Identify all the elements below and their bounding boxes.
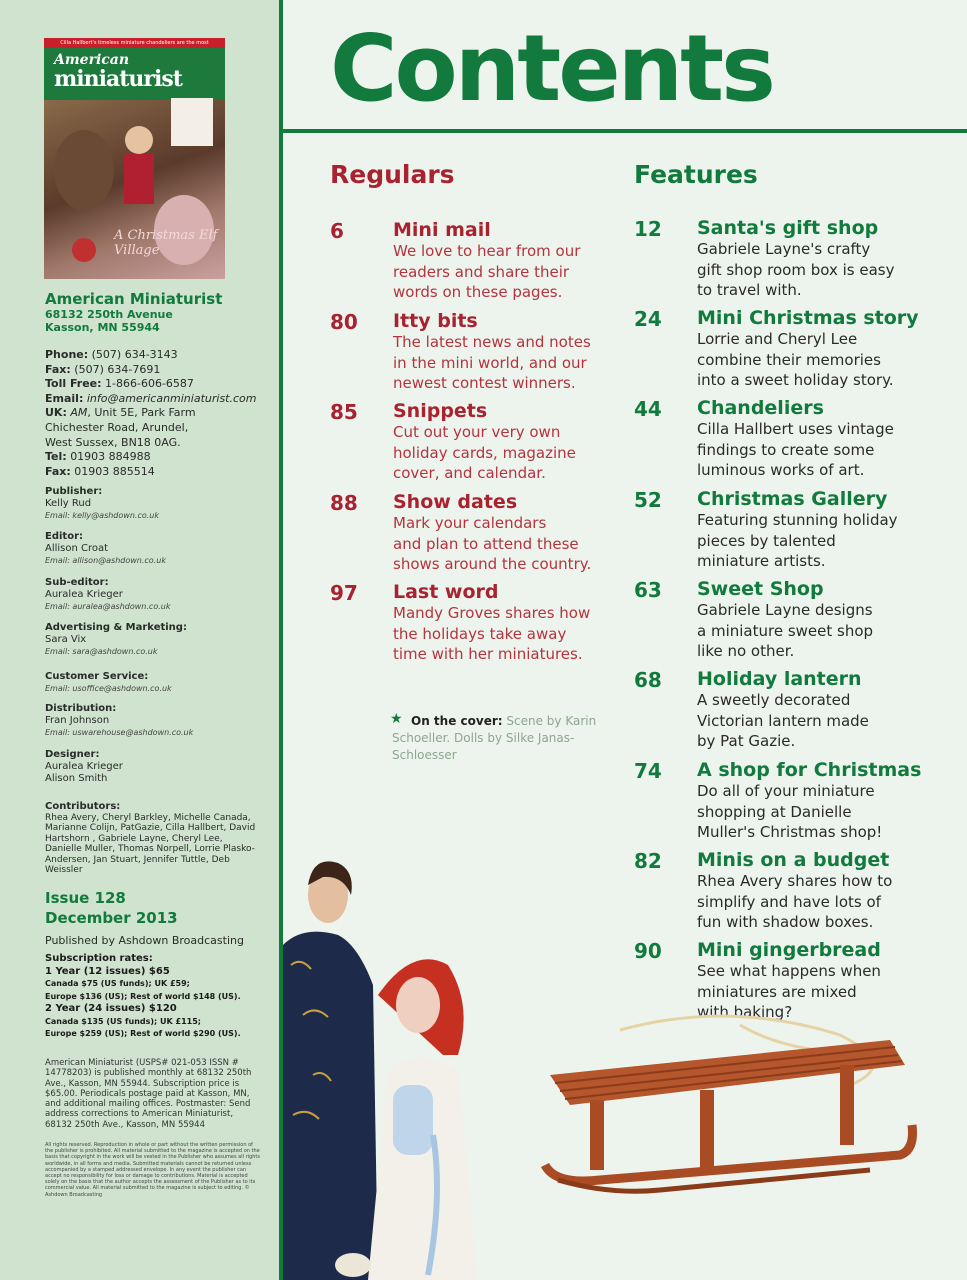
entry-page-number: 63 <box>634 578 662 602</box>
entry-page-number: 24 <box>634 307 662 331</box>
desc-line: Do all of your miniature <box>697 782 875 800</box>
desc-line: shows around the country. <box>393 555 592 574</box>
desc-line: gift shop room box is easy <box>697 260 895 279</box>
tel-value: 01903 884988 <box>70 450 151 464</box>
staff-role: Advertising & Marketing: <box>45 622 187 633</box>
staff-role: Distribution: <box>45 703 117 714</box>
tollfree-label: Toll Free: <box>45 377 102 391</box>
email-label: Email: <box>45 391 84 405</box>
ukfax-value: 01903 885514 <box>74 464 155 478</box>
entry-title: Minis on a budget <box>697 849 890 871</box>
uk-address2: Chichester Road, Arundel, <box>45 420 189 434</box>
desc-line: Rhea Avery shares how to <box>697 872 893 890</box>
staff-name: Auralea Krieger <box>45 589 123 600</box>
staff-customer-service <box>45 671 265 695</box>
entry-page-number: 82 <box>634 849 662 873</box>
entry-title: Show dates <box>393 491 518 513</box>
entry-title: Snippets <box>393 400 488 422</box>
email-value[interactable]: info@americanminiaturist.com <box>86 391 257 405</box>
entry-description <box>697 419 894 481</box>
entry-page-number: 74 <box>634 759 662 783</box>
entry-description <box>393 422 576 484</box>
staff-email[interactable]: Email: usoffice@ashdown.co.uk <box>45 684 172 693</box>
contributors-list: Rhea Avery, Cheryl Barkley, Michelle Canada, Marianne Colijn, PatGazie, Cilla Hallbert, David Hartshorn , Gabriele Layne, Cheryl Lee, Danielle Muller, Thomas Norpell, Lorrie Plasko-Andersen, Jan Stuart, Jennifer Tuttle, Deb Weissler <box>45 812 256 875</box>
desc-line: Gabriele Layne designs <box>697 601 873 619</box>
desc-line: fun with shadow boxes. <box>697 913 874 932</box>
entry-description <box>393 603 590 665</box>
staff-role: Editor: <box>45 531 83 542</box>
postal-notice: American Miniaturist (USPS# 021-053 ISSN # 14778203) is published monthly at 68132 250th Ave., Kasson, MN 55944. Subscription price is $65.00. Periodicals postage paid at Kasson, MN, and additional mailing offices. Postmaster: Send address corrections to American Miniaturist, 68132 250th Ave., Kasson, MN 55944 <box>45 1058 252 1130</box>
page-title: Contents <box>330 15 773 122</box>
staff-editor <box>45 531 265 567</box>
staff-email[interactable]: Email: auralea@ashdown.co.uk <box>45 602 171 611</box>
star-icon: ★ <box>390 711 403 727</box>
staff-email[interactable]: Email: kelly@ashdown.co.uk <box>45 511 159 520</box>
contributors <box>45 802 260 876</box>
desc-line: words on these pages. <box>393 283 563 302</box>
dolls-photo <box>283 855 483 1280</box>
ukfax-label: Fax: <box>45 464 71 478</box>
subs-one-year-a: Canada $75 (US funds); UK £59; <box>45 979 190 988</box>
cover-projects-box <box>171 98 213 146</box>
on-cover-label: On the cover: <box>411 714 503 728</box>
entry-page-number: 52 <box>634 488 662 512</box>
staff-name-2: Alison Smith <box>45 773 108 784</box>
sled-photo <box>540 1005 920 1205</box>
desc-line: the holidays take away <box>393 624 567 643</box>
desc-line: Victorian lantern made <box>697 711 869 730</box>
cover-title-line2: miniaturist <box>54 66 182 92</box>
subs-one-year-b: Europe $136 (US); Rest of world $148 (US). <box>45 991 241 1001</box>
fax-value: (507) 634-7691 <box>74 362 161 376</box>
desc-line: shopping at Danielle <box>697 802 852 821</box>
subs-two-year-a: Canada $135 (US funds); UK £115; <box>45 1016 201 1026</box>
uk-address3: West Sussex, BN18 0AG. <box>45 435 181 449</box>
rights-notice: All rights reserved. Reproduction in whole or part without the written permission of the publisher is prohibited. All material submitted to the magazine is accepted on the basis that copyright in the work will be vested in the Publisher who assumes all rights worldwide, in all forms and media. Submitted materials cannot be returned unless accompanied by a stamped addressed envelope. In any event the publisher can accept no responsibility for loss or damage to contributions. Material is accepted solely on the basis that the author accepts the assessment of the Publisher as to its commercial value. All material submitted to the magazine is subject to editing. © Ashdown Broadcasting <box>45 1142 260 1198</box>
entry-description <box>697 239 894 301</box>
desc-line: cover, and calendar. <box>393 464 546 483</box>
desc-line: like no other. <box>697 642 795 661</box>
entry-title: Christmas Gallery <box>697 488 888 510</box>
magazine-cover-thumbnail <box>44 38 225 279</box>
entry-description <box>697 329 894 391</box>
desc-line: See what happens when <box>697 962 881 980</box>
desc-line: to travel with. <box>697 281 802 300</box>
entry-page-number: 44 <box>634 397 662 421</box>
desc-line: Mark your calendars <box>393 514 547 532</box>
entry-title: Mini gingerbread <box>697 939 881 961</box>
phone-value: (507) 634-3143 <box>91 348 178 361</box>
tel-label: Tel: <box>45 450 67 464</box>
desc-line: Muller's Christmas shop! <box>697 823 883 842</box>
entry-description <box>393 513 591 575</box>
entry-page-number: 80 <box>330 310 358 334</box>
entry-description <box>697 510 898 572</box>
cover-top-banner: Cilla Hallbert's timeless miniature chandeliers are the most <box>44 38 225 48</box>
desc-line: Lorrie and Cheryl Lee <box>697 330 858 348</box>
desc-line: newest contest winners. <box>393 374 576 393</box>
subs-heading: Subscription rates: <box>45 953 153 964</box>
desc-line: A sweetly decorated <box>697 691 851 709</box>
desc-line: and plan to attend these <box>393 534 579 553</box>
staff-distribution <box>45 703 265 739</box>
publisher-line: Published by Ashdown Broadcasting <box>45 934 244 947</box>
desc-line: combine their memories <box>697 350 881 369</box>
publication-address <box>45 290 265 334</box>
staff-email[interactable]: Email: sara@ashdown.co.uk <box>45 647 158 656</box>
subs-two-year-b: Europe $259 (US); Rest of world $290 (US). <box>45 1029 241 1038</box>
desc-line: pieces by talented <box>697 531 836 550</box>
desc-line: Gabriele Layne's crafty <box>697 240 871 258</box>
desc-line: Featuring stunning holiday <box>697 511 898 529</box>
staff-email[interactable]: Email: allison@ashdown.co.uk <box>45 556 166 565</box>
contributors-label: Contributors: <box>45 801 121 812</box>
phone-label: Phone: <box>45 348 89 361</box>
uk-am: AM <box>70 406 88 420</box>
features-heading: Features <box>634 160 758 189</box>
staff-advertising <box>45 622 265 658</box>
desc-line: Cut out your very own <box>393 423 561 441</box>
entry-title: Santa's gift shop <box>697 217 879 239</box>
entry-title: A shop for Christmas <box>697 759 922 781</box>
issue-info <box>45 888 178 928</box>
entry-page-number: 12 <box>634 217 662 241</box>
tollfree-value: 1-866-606-6587 <box>105 377 194 391</box>
desc-line: miniature artists. <box>697 552 826 571</box>
subs-two-year: 2 Year (24 issues) $120 <box>45 1003 177 1014</box>
desc-line: a miniature sweet shop <box>697 621 874 640</box>
desc-line: Cilla Hallbert uses vintage <box>697 420 894 438</box>
staff-name: Fran Johnson <box>45 715 110 726</box>
entry-page-number: 90 <box>634 939 662 963</box>
staff-role: Publisher: <box>45 486 103 497</box>
staff-role: Sub-editor: <box>45 577 109 588</box>
issue-number: Issue 128 <box>45 889 126 907</box>
desc-line: time with her miniatures. <box>393 645 583 664</box>
entry-title: Chandeliers <box>697 397 824 419</box>
staff-name: Kelly Rud <box>45 498 92 509</box>
entry-description <box>697 871 892 933</box>
desc-line: with baking? <box>697 1003 793 1022</box>
title-underline <box>283 129 967 133</box>
cover-title-line1: American <box>54 52 130 68</box>
fax-label: Fax: <box>45 362 71 376</box>
desc-line: Mandy Groves shares how <box>393 604 591 622</box>
staff-subeditor <box>45 577 265 613</box>
entry-title: Sweet Shop <box>697 578 824 600</box>
publication-name: American Miniaturist <box>45 290 223 308</box>
uk-label: UK: <box>45 406 67 420</box>
entry-page-number: 6 <box>330 219 344 243</box>
entry-title: Last word <box>393 581 499 603</box>
uk-address1: , Unit 5E, Park Farm <box>87 406 196 420</box>
subs-one-year: 1 Year (12 issues) $65 <box>45 965 170 977</box>
desc-line: in the mini world, and our <box>393 353 587 372</box>
cover-caption: A Christmas Elf Village <box>114 228 218 258</box>
entry-description <box>697 781 882 843</box>
entry-description <box>393 241 580 303</box>
subscription-rates <box>45 953 265 1041</box>
address-line2: Kasson, MN 55944 <box>45 321 160 334</box>
desc-line: The latest news and notes <box>393 333 591 351</box>
on-the-cover-note <box>392 713 612 764</box>
staff-role: Customer Service: <box>45 671 149 682</box>
entry-title: Itty bits <box>393 310 478 332</box>
address-line1: 68132 250th Avenue <box>45 308 173 321</box>
staff-name: Allison Croat <box>45 543 109 554</box>
staff-role: Designer: <box>45 749 100 760</box>
entry-page-number: 88 <box>330 491 358 515</box>
entry-page-number: 68 <box>634 668 662 692</box>
entry-description <box>697 690 869 752</box>
desc-line: miniatures are mixed <box>697 982 857 1001</box>
regulars-heading: Regulars <box>330 160 455 189</box>
entry-page-number: 97 <box>330 581 358 605</box>
staff-publisher <box>45 486 265 522</box>
staff-email[interactable]: Email: uswarehouse@ashdown.co.uk <box>45 728 194 737</box>
desc-line: We love to hear from our <box>393 242 581 260</box>
issue-date: December 2013 <box>45 909 178 927</box>
staff-name: Auralea Krieger <box>45 761 123 772</box>
on-cover-text: Scene by Karin Schoeller. Dolls by Silke Janas-Schloesser <box>392 714 597 762</box>
entry-page-number: 85 <box>330 400 358 424</box>
entry-title: Mini Christmas story <box>697 307 919 329</box>
entry-description <box>393 332 591 394</box>
desc-line: into a sweet holiday story. <box>697 371 894 390</box>
entry-title: Mini mail <box>393 219 491 241</box>
cover-masthead <box>44 48 225 100</box>
desc-line: findings to create some <box>697 440 875 459</box>
desc-line: holiday cards, magazine <box>393 443 576 462</box>
entry-title: Holiday lantern <box>697 668 862 690</box>
staff-name: Sara Vix <box>45 634 87 645</box>
staff-designer <box>45 749 265 785</box>
contact-block <box>45 348 265 479</box>
desc-line: by Pat Gazie. <box>697 732 796 751</box>
entry-description <box>697 600 873 662</box>
desc-line: readers and share their <box>393 262 570 281</box>
desc-line: luminous works of art. <box>697 461 865 480</box>
desc-line: simplify and have lots of <box>697 892 881 911</box>
